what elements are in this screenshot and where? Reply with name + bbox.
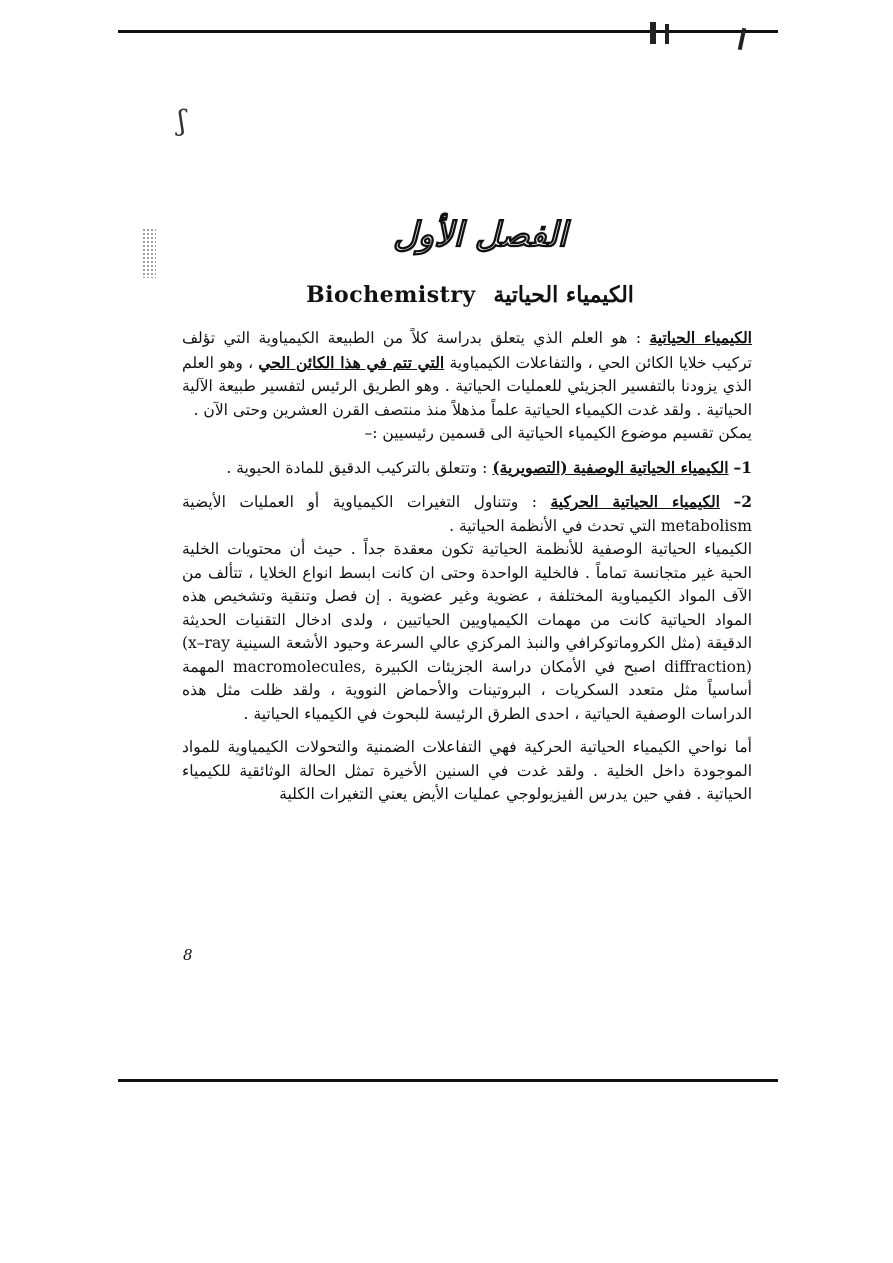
body-text bbox=[182, 326, 752, 807]
item-1-text: : وتتعلق بالتركيب الدقيق للمادة الحيوية . bbox=[226, 458, 488, 477]
intro-underlined: التي تتم في هذا الكائن الحي bbox=[258, 352, 445, 372]
descriptive-text-2: اصبح في الأمكان دراسة الجزيئات الكبيرة bbox=[374, 657, 656, 676]
descriptive-text-1: الكيمياء الحياتية الوصفية للأنظمة الحياتية تكون معقدة جداً . حيث أن محتويات الخلية الحية غير متجانسة تماماً . فالخلية الواحدة وحتى ان كانت ابسط انواع الخلايا ، تتألف من الآف المواد الكيمياوية المختلفة ، عضوية وغير عضوية . إن فصل وتنقية وتشخيص هذه المواد الحياتية كانت من مهمات الكيمياويين الحياتيين ، ولدى ادخال التقنيات الحديثة الدقيقة (مثل الكروماتوكرافي والنبذ المركزي عالي السرعة وحيود الأشعة السينية bbox=[182, 540, 752, 652]
margin-dots bbox=[142, 228, 156, 278]
bottom-rule bbox=[118, 1079, 778, 1082]
item-2-text: : وتتناول التغيرات الكيمياوية أو العمليات الأيضية bbox=[182, 493, 537, 511]
descriptive-text-3: المهمة أساسياً مثل متعدد السكريات ، البروتينات والأحماض النووية ، ولقد ظلت مثل هذه الدراسات الوصفية الحياتية ، احدى الطرق الرئيسة للبحوث في الكيمياء الحياتية . bbox=[182, 657, 752, 723]
macromolecules-term: macromolecules, bbox=[232, 657, 367, 676]
item-2-term: metabolism bbox=[660, 516, 752, 535]
scan-mark bbox=[650, 22, 656, 44]
page-title bbox=[300, 282, 640, 308]
title-arabic: الكيمياء الحياتية bbox=[493, 282, 634, 308]
item-1-name: الكيمياء الحياتية الوصفية (التصويرية) bbox=[492, 457, 729, 477]
margin-pen-mark: ʃ bbox=[178, 104, 186, 137]
item-2-number: 2– bbox=[733, 492, 752, 511]
intro-term: الكيمياء الحياتية bbox=[649, 328, 752, 347]
list-item-1 bbox=[182, 456, 752, 481]
list-item-2 bbox=[182, 490, 752, 538]
top-rule bbox=[118, 30, 778, 33]
page-number: 8 bbox=[183, 946, 193, 964]
chapter-heading: الفصل الأول bbox=[392, 215, 568, 255]
intro-text-2: ، وهو العلم الذي يزودنا بالتفسير الجزيئي للعمليات الحياتية . وهو الطريق الرئيس لتفسير طبيعة الآلية الحياتية . ولقد غدت الكيمياء الحياتية علماً مذهلاً منذ منتصف القرن العشرين وحتى الآن . bbox=[182, 353, 752, 419]
division-intro: يمكن تقسيم موضوع الكيمياء الحياتية الى قسمين رئيسيين :– bbox=[364, 424, 752, 442]
intro-paragraph bbox=[182, 326, 752, 422]
item-2-name: الكيمياء الحياتية الحركية bbox=[550, 492, 720, 511]
scan-mark bbox=[665, 24, 669, 44]
descriptive-paragraph bbox=[182, 538, 752, 726]
title-english: Biochemistry bbox=[306, 282, 476, 308]
intro-text-1: : هو العلم الذي يتعلق بدراسة كلاً من الطبيعة الكيمياوية التي تؤلف تركيب خلايا الكائن الحي ، والتفاعلات الكيمياوية bbox=[182, 329, 752, 372]
xray-term: (x–ray diffraction) bbox=[182, 634, 752, 676]
dynamic-paragraph: أما نواحي الكيمياء الحياتية الحركية فهي التفاعلات الضمنية والتحولات الكيمياوية للمواد الموجودة داخل الخلية . ولقد غدت في السنين الأخيرة تمثل الحالة الوثائقية للكيمياء الحياتية . ففي حين يدرس الفيزيولوجي عمليات الأيض يعني التغيرات الكلية bbox=[182, 738, 752, 803]
item-1-number: 1– bbox=[733, 457, 752, 477]
item-2-text-end: التي تحدث في الأنظمة الحياتية . bbox=[449, 516, 656, 535]
